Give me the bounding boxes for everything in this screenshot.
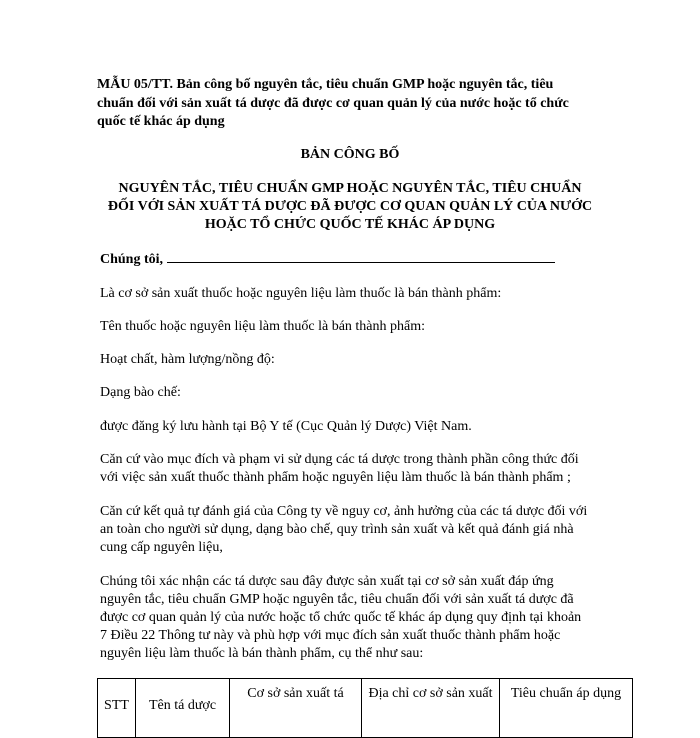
field-dosage-form: Dạng bào chế:: [100, 385, 181, 400]
document-subtitle-line-3: HOẶC TỔ CHỨC QUỐC TẾ KHÁC ÁP DỤNG: [204, 217, 496, 232]
paragraph-3-line-1: Chúng tôi xác nhận các tá dược sau đây được sản xuất tại cơ sở sản xuất đáp ứng: [100, 574, 554, 589]
paragraph-2-line-2: an toàn cho người sử dụng, dạng bào chế, quy trình sản xuất và kết quả đánh giá nhà: [100, 522, 574, 537]
table-header-cell: Tên tá dược: [136, 679, 230, 738]
table-header-cell: STT: [98, 679, 136, 738]
template-heading-line-2: chuẩn đối với sản xuất tá dược đã được cơ quan quản lý của nước hoặc tổ chức: [97, 96, 569, 111]
table-header-cell: Cơ sở sản xuất tá: [230, 679, 362, 738]
paragraph-1-line-1: Căn cứ vào mục đích và phạm vi sử dụng các tá dược trong thành phần công thức đối: [100, 452, 579, 467]
paragraph-2-line-1: Căn cứ kết quả tự đánh giá của Công ty về nguy cơ, ảnh hưởng của các tá dược đối với: [100, 504, 588, 519]
company-name-blank: [167, 249, 555, 263]
excipient-table: [97, 678, 633, 738]
document-subtitle-line-2: ĐỐI VỚI SẢN XUẤT TÁ DƯỢC ĐÃ ĐƯỢC CƠ QUAN QUẢN LÝ CỦA NƯỚC: [107, 199, 593, 214]
intro-label: Chúng tôi,: [100, 252, 164, 267]
paragraph-2-line-3: cung cấp nguyên liệu,: [100, 540, 223, 555]
document-title: BẢN CÔNG BỐ: [300, 147, 400, 162]
field-active-ingredient: Hoạt chất, hàm lượng/nồng độ:: [100, 352, 275, 367]
paragraph-3-line-3: được cơ quan quản lý của nước hoặc tổ chức quốc tế khác áp dụng quy định tại khoản: [100, 610, 582, 625]
table-header-cell: Địa chỉ cơ sở sản xuất: [362, 679, 500, 738]
paragraph-1-line-2: với việc sản xuất thuốc thành phẩm hoặc nguyên liệu làm thuốc là bán thành phẩm ;: [100, 470, 571, 485]
field-product-name: Tên thuốc hoặc nguyên liệu làm thuốc là bán thành phẩm:: [100, 319, 426, 334]
intro-line: [100, 249, 555, 268]
template-heading-line-3: quốc tế khác áp dụng: [97, 114, 225, 129]
paragraph-3-line-2: nguyên tắc, tiêu chuẩn GMP hoặc nguyên tắc, tiêu chuẩn đối với sản xuất tá dược đã: [100, 592, 574, 607]
template-heading-line-1: MẪU 05/TT. Bản công bố nguyên tắc, tiêu chuẩn GMP hoặc nguyên tắc, tiêu: [97, 77, 554, 92]
paragraph-3-line-4: 7 Điều 22 Thông tư này và phù hợp với mục đích sản xuất thuốc thành phẩm hoặc: [100, 628, 561, 643]
document-subtitle-line-1: NGUYÊN TẮC, TIÊU CHUẨN GMP HOẶC NGUYÊN TẮC, TIÊU CHUẨN: [118, 181, 582, 196]
field-manufacturer: Là cơ sở sản xuất thuốc hoặc nguyên liệu làm thuốc là bán thành phẩm:: [100, 286, 502, 301]
table-header-row: [98, 679, 633, 738]
table-header-cell: Tiêu chuẩn áp dụng: [500, 679, 633, 738]
paragraph-3-line-5: nguyên liệu làm thuốc là bán thành phẩm, cụ thể như sau:: [100, 646, 424, 661]
field-registration: được đăng ký lưu hành tại Bộ Y tế (Cục Quản lý Dược) Việt Nam.: [100, 419, 472, 434]
